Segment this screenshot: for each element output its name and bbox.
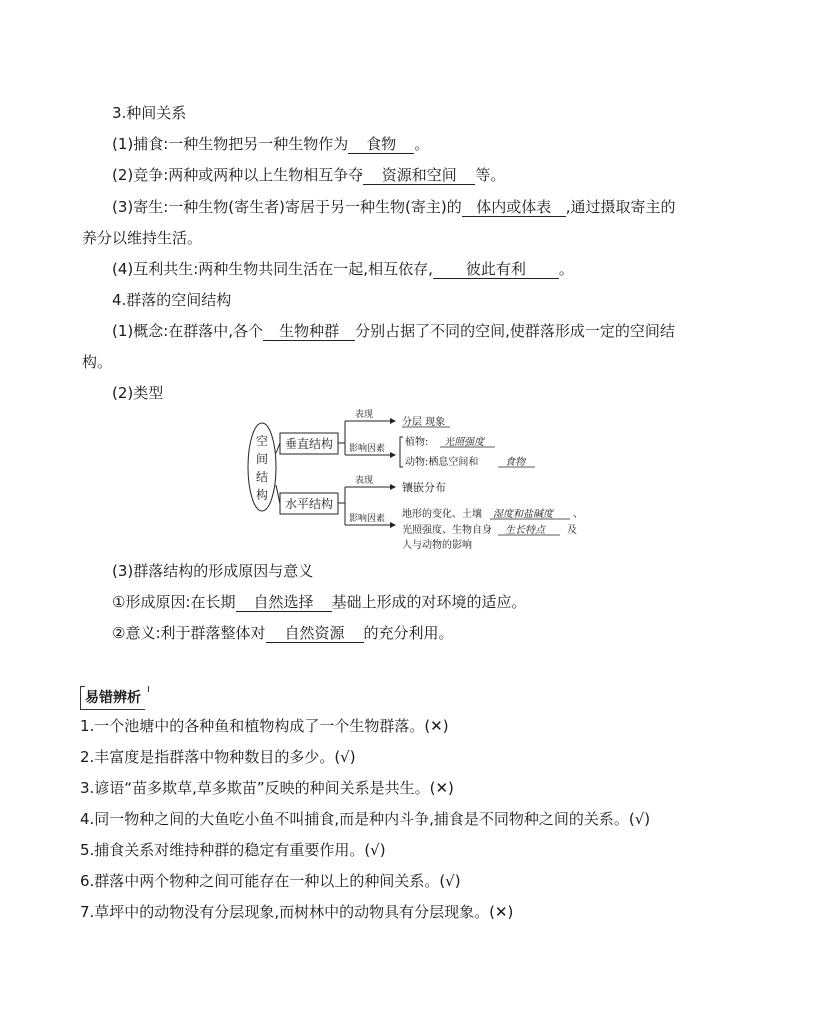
error-item-2: 2.丰富度是指群落中物种数目的多少。(√) — [80, 748, 356, 766]
error-item-7: 7.草坪中的动物没有分层现象,而树林中的动物具有分层现象。(✕) — [80, 903, 514, 921]
h-f1-value: 湿度和盐碱度 — [493, 509, 553, 520]
meaning-line: ②意义:利于群落整体对 自然资源 的充分利用。 — [112, 624, 454, 642]
root-char-4: 构 — [256, 488, 269, 502]
vertical-label: 垂直结构 — [285, 437, 334, 451]
h-f1-pre: 地形的变化、土壤 — [402, 509, 482, 520]
error-item-3: 3.谚语“苗多欺草,草多欺苗”反映的种间关系是共生。(✕) — [80, 779, 454, 797]
formation-title: (3)群落结构的形成原因与意义 — [112, 562, 314, 580]
error-item-5: 5.捕食关系对维持种群的稳定有重要作用。(√) — [80, 841, 386, 859]
error-analysis-tag: 易错辨析 — [80, 686, 145, 710]
h-f2-pre: 光照强度、生物自身 — [402, 525, 492, 536]
v-animal-pre: 动物:栖息空间和 — [405, 457, 479, 468]
blank-parasitism: 体内或体表 — [462, 198, 566, 217]
types-label: (2)类型 — [112, 384, 164, 402]
spatial-structure-diagram — [245, 405, 595, 555]
competition-line: (2)竞争:两种或两种以上生物相互争夺 资源和空间 等。 — [112, 166, 506, 184]
root-char-2: 间 — [256, 452, 269, 466]
root-char-3: 结 — [256, 470, 269, 484]
blank-mutualism: 彼此有利 — [433, 260, 559, 279]
parasitism-cont: 养分以维持生活。 — [82, 229, 203, 247]
horizontal-label: 水平结构 — [285, 497, 334, 511]
section3-title: 3.种间关系 — [112, 104, 187, 122]
h-factor-label: 影响因素 — [349, 514, 386, 524]
v-show-label: 表现 — [355, 410, 374, 420]
root-char-1: 空 — [256, 434, 269, 448]
h-f2-post: 及 — [567, 525, 577, 536]
h-f3: 人与动物的影响 — [402, 540, 472, 551]
h-f2-value: 生长特点 — [505, 525, 545, 536]
error-item-1: 1.一个池塘中的各种鱼和植物构成了一个生物群落。(✕) — [80, 717, 449, 735]
v-animal-value: 食物 — [505, 457, 525, 468]
h-show-label: 表现 — [355, 476, 374, 486]
blank-meaning: 自然资源 — [266, 624, 364, 643]
v-plant-value: 光照强度 — [444, 437, 484, 448]
v-plant-pre: 植物: — [405, 437, 429, 448]
cause-line: ①形成原因:在长期 自然选择 基础上形成的对环境的适应。 — [112, 593, 527, 611]
v-show-value: 分层 现象 — [402, 417, 446, 428]
section4-title: 4.群落的空间结构 — [112, 291, 232, 309]
mutualism-line: (4)互利共生:两种生物共同生活在一起,相互依存, 彼此有利 。 — [112, 260, 574, 278]
parasitism-line: (3)寄生:一种生物(寄生者)寄居于另一种生物(寄主)的 体内或体表 ,通过摄取寄主的 — [112, 198, 676, 216]
h-f1-post: 、 — [573, 509, 583, 520]
concept-cont: 构。 — [82, 353, 113, 371]
error-item-6: 6.群落中两个物种之间可能存在一种以上的种间关系。(√) — [80, 872, 461, 890]
blank-predation: 食物 — [348, 135, 414, 154]
blank-competition: 资源和空间 — [363, 166, 475, 185]
h-show-value: 镶嵌分布 — [402, 481, 446, 494]
predation-line: (1)捕食:一种生物把另一种生物作为 食物 。 — [112, 135, 430, 153]
blank-cause: 自然选择 — [236, 593, 332, 612]
blank-concept: 生物种群 — [263, 322, 355, 341]
concept-line: (1)概念:在群落中,各个 生物种群 分别占据了不同的空间,使群落形成一定的空间结 — [112, 322, 675, 340]
v-factor-label: 影响因素 — [349, 444, 386, 454]
error-item-4: 4.同一物种之间的大鱼吃小鱼不叫捕食,而是种内斗争,捕食是不同物种之间的关系。(√) — [80, 810, 651, 828]
